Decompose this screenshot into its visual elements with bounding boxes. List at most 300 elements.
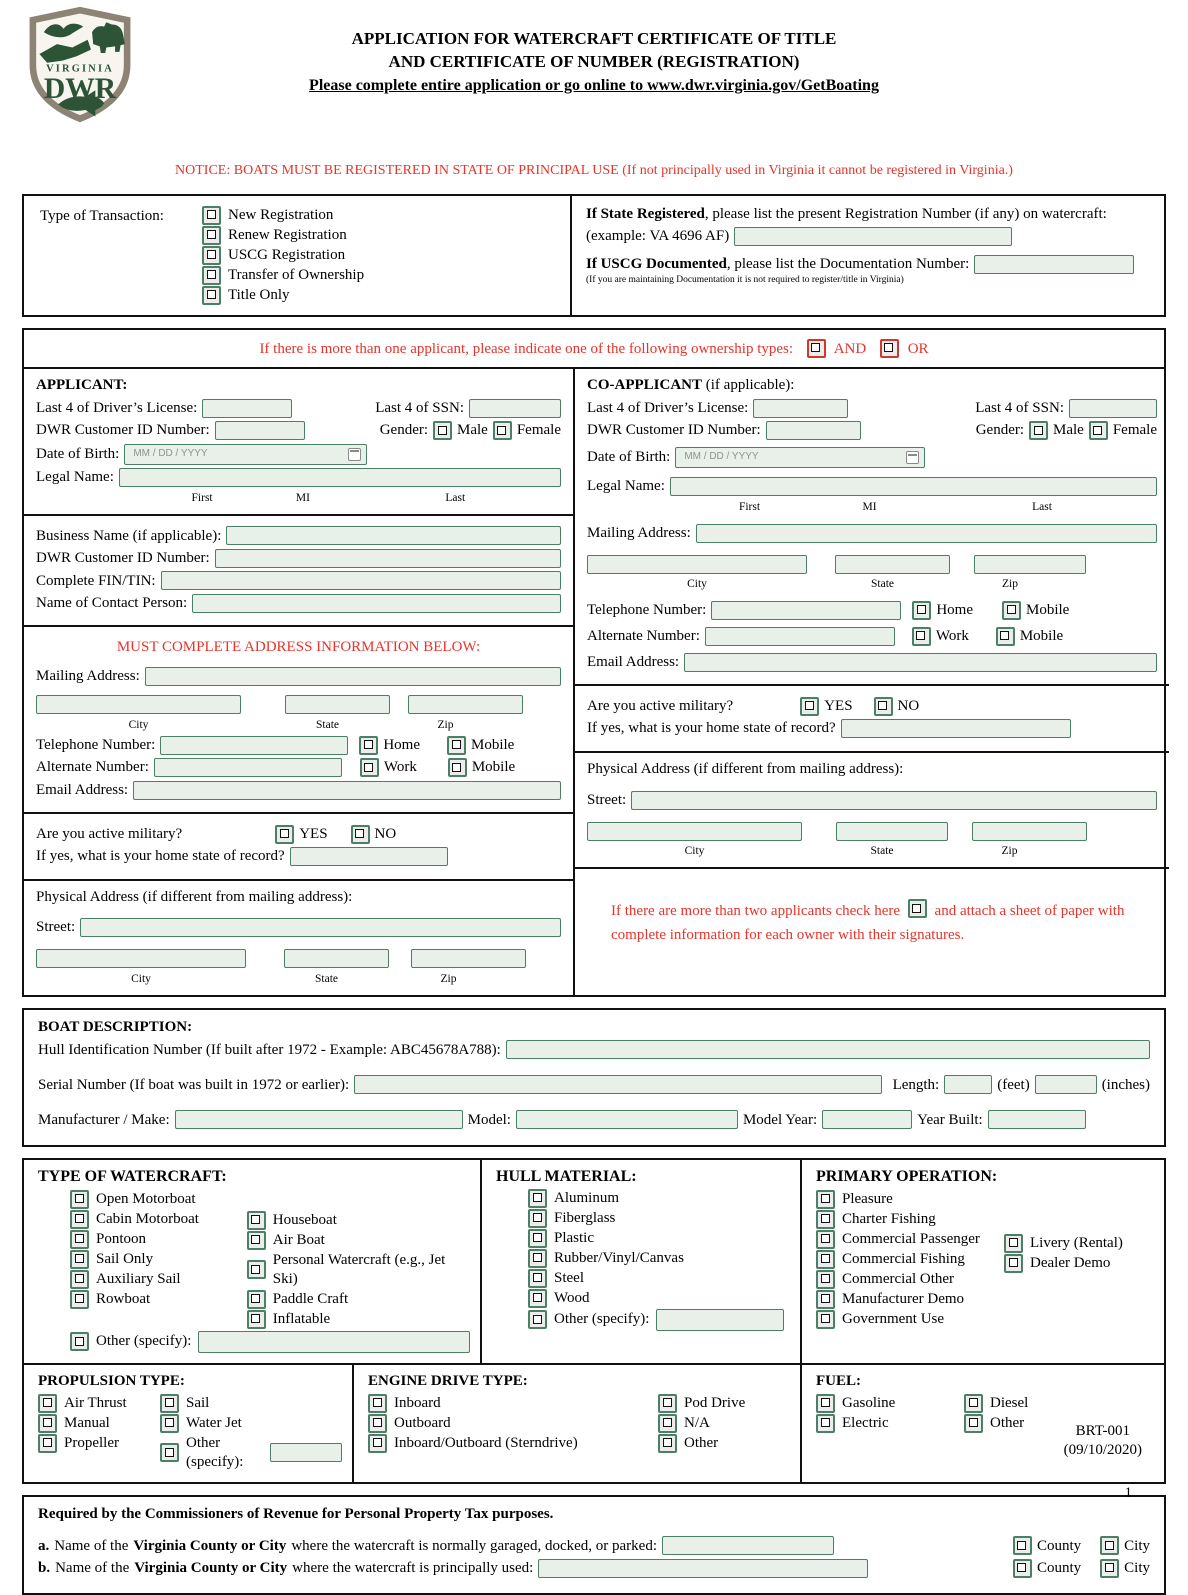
checkbox-uscg-registration[interactable]: [202, 246, 221, 265]
fin-tin-label: Complete FIN/TIN:: [36, 572, 156, 589]
transaction-section: [22, 194, 1166, 317]
coapplicant-identity: [575, 369, 1169, 686]
engine-heading: ENGINE DRIVE TYPE:: [368, 1372, 528, 1389]
uscg-text-wrap: [586, 255, 969, 274]
manufacturer-label: Manufacturer / Make:: [38, 1111, 170, 1128]
registration-notice: NOTICE: BOATS MUST BE REGISTERED IN STATE OF PRINCIPAL USE (If not principally used in Virginia it cannot be registered in Virginia.): [175, 163, 1013, 178]
checkbox-hull-other[interactable]: [528, 1310, 547, 1329]
checkbox-coapplicant-female[interactable]: [1089, 421, 1108, 440]
telephone-row: [36, 736, 561, 755]
coapplicant-telephone-input[interactable]: [711, 601, 901, 620]
checkbox-principal-city[interactable]: [1100, 1559, 1119, 1578]
checkbox-renew-registration[interactable]: [202, 226, 221, 245]
watercraft-categories-section: [22, 1158, 1166, 1365]
email-row: [36, 781, 561, 800]
coapplicant-dwr-id-input[interactable]: [766, 421, 861, 440]
option-label: Pontoon: [96, 1230, 147, 1247]
email-row: [587, 653, 1157, 672]
row-a-rest: where the watercraft is normally garaged, docked, or parked:: [291, 1537, 657, 1554]
checkbox-charter-fishing[interactable]: [816, 1210, 835, 1229]
page-number: 1: [1124, 1485, 1132, 1501]
option-label: Other: [684, 1434, 719, 1451]
revenue-section: [22, 1495, 1166, 1595]
address-required-header: MUST COMPLETE ADDRESS INFORMATION BELOW:: [116, 639, 481, 656]
zip-label: Zip: [1002, 578, 1018, 591]
fuel-option: [816, 1394, 964, 1413]
city-state-zip-row: [36, 695, 561, 714]
state-label: State: [315, 972, 338, 985]
propulsion-option: [160, 1394, 342, 1413]
propulsion-option: [38, 1394, 160, 1413]
spacer: [807, 577, 825, 591]
coapplicant-military: [575, 686, 1169, 753]
state-registered-example-row: [586, 227, 1150, 246]
watercraft-col1: [70, 1189, 247, 1330]
logo-dwr-text: DWR: [43, 72, 117, 105]
coapplicant-alternate-input[interactable]: [705, 627, 895, 646]
checkbox-military-yes[interactable]: [800, 697, 819, 716]
registration-number-input[interactable]: [734, 227, 1012, 246]
checkbox-diesel[interactable]: [964, 1394, 983, 1413]
transaction-options: [202, 205, 364, 306]
other-specify-label: Other (specify):: [186, 1434, 244, 1470]
checkbox-inflatable[interactable]: [247, 1310, 266, 1329]
coapplicant-last4-dl-input[interactable]: [753, 399, 848, 418]
option-label: Fiberglass: [554, 1209, 616, 1226]
watercraft-option: [70, 1230, 247, 1249]
checkbox-garaged-county[interactable]: [1013, 1536, 1032, 1555]
watercraft-option: [247, 1231, 470, 1250]
fuel-option: [816, 1414, 964, 1433]
more-note-after: and attach a sheet of paper with complete information for each owner with their signatures.: [611, 903, 1125, 943]
length-label: Length:: [892, 1076, 940, 1093]
military-state-label: If yes, what is your home state of record?: [36, 848, 285, 865]
operation-option: [816, 1250, 1004, 1269]
no-label: NO: [897, 697, 920, 714]
coapplicant-state-input[interactable]: [835, 555, 950, 574]
alternate-label: Alternate Number:: [587, 627, 700, 644]
row-b-prefix: b.: [38, 1560, 51, 1576]
checkbox-garaged-city[interactable]: [1100, 1536, 1119, 1555]
first-label: First: [738, 500, 761, 513]
city-state-zip-row: [36, 949, 561, 968]
state-label: State: [871, 578, 894, 591]
checkbox-engine-other[interactable]: [658, 1434, 677, 1453]
spacer: [241, 718, 275, 732]
registration-example-label: (example: VA 4696 AF): [586, 227, 730, 244]
option-label: Charter Fishing: [842, 1210, 936, 1227]
checkbox-steel[interactable]: [528, 1269, 547, 1288]
checkbox-new-registration[interactable]: [202, 206, 221, 225]
applicant-dob-input[interactable]: [124, 444, 367, 465]
physical-address-heading: Physical Address (if different from mailing address):: [587, 760, 904, 777]
applicant-military: [24, 814, 573, 881]
license-row: [36, 399, 561, 418]
fuel-option: [964, 1394, 1028, 1413]
coapplicant-mailing-address-input[interactable]: [696, 524, 1157, 543]
option-label: Manufacturer Demo: [842, 1290, 965, 1307]
checkbox-manufacturer-demo[interactable]: [816, 1290, 835, 1309]
applicant-column: [24, 369, 575, 995]
checkbox-rubber-vinyl-canvas[interactable]: [528, 1249, 547, 1268]
applicant-business: [24, 516, 573, 628]
applicant-email-input[interactable]: [133, 781, 561, 800]
checkbox-military-no[interactable]: [874, 697, 893, 716]
checkbox-applicant-female[interactable]: [493, 421, 512, 440]
city-state-zip-labels: [36, 972, 561, 986]
county-label: County: [1036, 1537, 1082, 1554]
watercraft-option: [247, 1211, 470, 1230]
mobile-label: Mobile: [1019, 627, 1064, 644]
checkbox-coapplicant-male[interactable]: [1029, 421, 1048, 440]
form-revision-date: (09/10/2020): [1063, 1441, 1142, 1458]
checkbox-wood[interactable]: [528, 1289, 547, 1308]
option-label: Sail Only: [96, 1250, 154, 1267]
checkbox-dealer-demo[interactable]: [1004, 1254, 1023, 1273]
applicant-zip-input[interactable]: [408, 695, 523, 714]
form-title-line2: AND CERTIFICATE OF NUMBER (REGISTRATION): [388, 52, 800, 72]
option-label: Air Thrust: [64, 1394, 127, 1411]
state-registered-bold: If State Registered: [586, 205, 705, 222]
zip-label: Zip: [437, 718, 454, 731]
option-label: Air Boat: [272, 1231, 325, 1248]
option-label: Inboard/Outboard (Sterndrive): [394, 1434, 578, 1451]
propulsion-col1: [38, 1393, 160, 1473]
fuel-col1: [816, 1393, 964, 1434]
coapplicant-physical-state-input[interactable]: [836, 822, 948, 841]
checkbox-engine-na[interactable]: [658, 1414, 677, 1433]
checkbox-fiberglass[interactable]: [528, 1209, 547, 1228]
other-specify-label: Other (specify):: [96, 1333, 192, 1350]
watercraft-option: [70, 1190, 247, 1209]
checkbox-pontoon[interactable]: [70, 1230, 89, 1249]
applicant-last4-ssn-input[interactable]: [469, 399, 561, 418]
coapplicant-physical-city-input[interactable]: [587, 822, 802, 841]
operation-col2: [1004, 1233, 1123, 1330]
watercraft-option: [247, 1290, 470, 1309]
checkbox-propulsion-other[interactable]: [160, 1443, 179, 1462]
spacer: [940, 577, 954, 591]
no-label: NO: [374, 825, 397, 842]
checkbox-commercial-fishing[interactable]: [816, 1250, 835, 1269]
option-label: Pleasure: [842, 1190, 893, 1207]
hull-option: [528, 1289, 790, 1308]
option-label: Electric: [842, 1414, 889, 1431]
checkbox-principal-county[interactable]: [1013, 1559, 1032, 1578]
applicant-last4-dl-input[interactable]: [202, 399, 292, 418]
checkbox-outboard[interactable]: [368, 1414, 387, 1433]
checkbox-alt-mobile[interactable]: [996, 627, 1015, 646]
coapplicant-physical-zip-input[interactable]: [972, 822, 1087, 841]
hull-option: [528, 1269, 790, 1288]
option-label: Auxiliary Sail: [96, 1270, 181, 1287]
principal-use-locality-input[interactable]: [538, 1559, 868, 1578]
checkbox-ownership-and[interactable]: [807, 339, 826, 358]
row-b-rest: where the watercraft is principally used:: [292, 1560, 534, 1576]
revenue-heading: Required by the Commissioners of Revenue for Personal Property Tax purposes.: [38, 1505, 554, 1522]
telephone-label: Telephone Number:: [36, 736, 156, 753]
watercraft-other-input[interactable]: [198, 1331, 470, 1353]
coapplicant-column: [575, 369, 1169, 995]
yes-label: YES: [824, 697, 853, 714]
manufacturer-input[interactable]: [175, 1110, 463, 1129]
watercraft-other-row: [38, 1331, 470, 1353]
business-dwr-id-input[interactable]: [215, 549, 561, 568]
checkbox-ownership-or[interactable]: [880, 339, 899, 358]
operation-option: [816, 1270, 1004, 1289]
propulsion-other-row: [160, 1434, 342, 1472]
uscg-line: [586, 255, 1150, 274]
city-label: City: [131, 972, 151, 985]
checkbox-government-use[interactable]: [816, 1310, 835, 1329]
checkbox-phone-mobile[interactable]: [447, 736, 466, 755]
spacer: [938, 844, 952, 858]
applicant-physical-city-input[interactable]: [36, 949, 246, 968]
engine-option: [368, 1394, 658, 1413]
propulsion-section: [22, 1365, 1166, 1484]
checkbox-applicant-male[interactable]: [433, 421, 452, 440]
checkbox-open-motorboat[interactable]: [70, 1190, 89, 1209]
applicant-telephone-input[interactable]: [160, 736, 348, 755]
checkbox-paddle-craft[interactable]: [247, 1290, 266, 1309]
coapplicant-heading-bold: CO-APPLICANT: [587, 377, 702, 394]
checkbox-military-no[interactable]: [351, 825, 370, 844]
watercraft-option: [70, 1270, 247, 1289]
applicant-physical-address: [24, 881, 573, 996]
hull-option: [528, 1209, 790, 1228]
applicant-physical-zip-input[interactable]: [411, 949, 526, 968]
propulsion-option: [160, 1414, 342, 1433]
coapplicant-legal-name-input[interactable]: [670, 477, 1157, 496]
checkbox-sail[interactable]: [160, 1394, 179, 1413]
dob-placeholder: MM / DD / YYYY: [684, 451, 759, 462]
county-or-city-bold: Virginia County or City: [134, 1560, 288, 1576]
work-label: Work: [935, 627, 969, 644]
applicant-state-input[interactable]: [285, 695, 390, 714]
mobile-label: Mobile: [1026, 601, 1070, 618]
engine-col1: [368, 1393, 658, 1454]
applicant-heading: APPLICANT:: [36, 377, 128, 394]
propulsion-type: [24, 1365, 354, 1482]
checkbox-livery-rental[interactable]: [1004, 1234, 1023, 1253]
checkbox-more-than-two-applicants[interactable]: [908, 899, 927, 918]
coapplicant-military-state-input[interactable]: [841, 719, 1071, 738]
coapplicant-street-input[interactable]: [631, 791, 1157, 810]
state-registered-text: , please list the present Registration Number (if any) on watercraft:: [704, 205, 1107, 222]
city-label: City: [1124, 1560, 1150, 1576]
coapplicant-email-input[interactable]: [684, 653, 1157, 672]
option-label: Manual: [64, 1414, 110, 1431]
checkbox-aluminum[interactable]: [528, 1189, 547, 1208]
mi-label: MI: [295, 491, 310, 504]
state-label: State: [870, 845, 894, 857]
option-label: Plastic: [554, 1229, 594, 1246]
city-label: City: [128, 718, 149, 731]
contact-person-input[interactable]: [192, 594, 561, 613]
virginia-dwr-logo: [25, 8, 135, 122]
female-label: Female: [1112, 422, 1157, 439]
checkbox-military-yes[interactable]: [275, 825, 294, 844]
model-year-label: Model Year:: [742, 1111, 818, 1128]
name-part-labels: [687, 500, 1157, 514]
transaction-option: [202, 206, 364, 225]
option-label: Commercial Other: [842, 1270, 955, 1287]
checkbox-phone-home[interactable]: [359, 736, 378, 755]
last4-dl-label: Last 4 of Driver’s License:: [587, 399, 749, 416]
checkbox-manual[interactable]: [38, 1414, 57, 1433]
coapplicant-heading-rest: (if applicable):: [702, 377, 795, 394]
operation-options: [816, 1189, 1154, 1330]
applicant-street-input[interactable]: [80, 918, 561, 937]
checkbox-alt-work[interactable]: [912, 627, 931, 646]
option-label: Other: [990, 1414, 1025, 1431]
last4-ssn-label: Last 4 of SSN:: [375, 399, 464, 416]
checkbox-title-only[interactable]: [202, 286, 221, 305]
type-of-watercraft: [24, 1160, 482, 1363]
checkbox-gasoline[interactable]: [816, 1394, 835, 1413]
business-name-input[interactable]: [226, 526, 561, 545]
hull-options: [496, 1189, 790, 1331]
military-question-row: [36, 825, 561, 844]
calendar-icon[interactable]: [906, 451, 919, 464]
ownership-or-label: OR: [907, 340, 929, 357]
spacer: [246, 972, 274, 986]
transaction-label: Type of Transaction:: [40, 207, 164, 224]
gender-label: Gender:: [975, 422, 1025, 439]
gender-label: Gender:: [379, 422, 429, 439]
checkbox-fuel-other[interactable]: [964, 1414, 983, 1433]
checkbox-electric[interactable]: [816, 1414, 835, 1433]
applicant-military-state-input[interactable]: [290, 847, 448, 866]
applicant-mailing-address-input[interactable]: [145, 667, 561, 686]
military-question-row: [587, 697, 1157, 716]
last4-dl-label: Last 4 of Driver’s License:: [36, 399, 198, 416]
checkbox-alt-work[interactable]: [360, 758, 379, 777]
coapplicant-city-input[interactable]: [587, 555, 807, 574]
form-title-online-link: Please complete entire application or go online to www.dwr.virginia.gov/GetBoating: [309, 76, 879, 94]
applicant-legal-name-input[interactable]: [119, 468, 561, 487]
length-inches-input[interactable]: [1035, 1075, 1097, 1094]
checkbox-plastic[interactable]: [528, 1229, 547, 1248]
uscg-note: (If you are maintaining Documentation it is not required to register/title in Virginia): [586, 275, 904, 286]
watercraft-option: [247, 1251, 470, 1289]
transaction-option: [202, 226, 364, 245]
checkbox-commercial-other[interactable]: [816, 1270, 835, 1289]
propulsion-option: [38, 1434, 160, 1453]
checkbox-pleasure[interactable]: [816, 1190, 835, 1209]
applicant-physical-state-input[interactable]: [284, 949, 389, 968]
military-question-label: Are you active military?: [36, 825, 183, 842]
option-label: Houseboat: [272, 1211, 337, 1228]
checkbox-air-thrust[interactable]: [38, 1394, 57, 1413]
boat-description-section: [22, 1008, 1166, 1147]
city-label: City: [687, 578, 707, 591]
option-label: Pod Drive: [684, 1394, 746, 1411]
checkbox-inboard[interactable]: [368, 1394, 387, 1413]
hin-input[interactable]: [506, 1040, 1150, 1059]
model-year-input[interactable]: [822, 1110, 912, 1129]
garaged-location-row: [38, 1536, 1150, 1555]
checkbox-watercraft-other[interactable]: [70, 1332, 89, 1351]
street-label: Street:: [587, 791, 627, 808]
option-label: Paddle Craft: [272, 1290, 349, 1307]
checkbox-alt-mobile[interactable]: [448, 758, 467, 777]
transaction-types: [24, 196, 570, 315]
fuel-option: [964, 1414, 1028, 1433]
year-built-input[interactable]: [988, 1110, 1086, 1129]
applicant-alternate-input[interactable]: [154, 758, 342, 777]
checkbox-sail-only[interactable]: [70, 1250, 89, 1269]
model-input[interactable]: [516, 1110, 738, 1129]
option-label: Cabin Motorboat: [96, 1210, 199, 1227]
garaged-locality-input[interactable]: [662, 1536, 834, 1555]
coapplicant-zip-input[interactable]: [974, 555, 1086, 574]
option-label: Government Use: [842, 1310, 945, 1327]
name-of-the-label: Name of the: [54, 1537, 129, 1554]
propulsion-other-input[interactable]: [270, 1443, 342, 1462]
checkbox-cabin-motorboat[interactable]: [70, 1210, 89, 1229]
year-built-label: Year Built:: [917, 1111, 983, 1128]
hull-option: [528, 1249, 790, 1268]
operation-col1: [816, 1189, 1004, 1330]
uscg-bold: If USCG Documented: [586, 255, 727, 272]
customer-id-row: [36, 421, 561, 440]
checkbox-personal-watercraft[interactable]: [247, 1260, 266, 1279]
checkbox-rowboat[interactable]: [70, 1290, 89, 1309]
checkbox-commercial-passenger[interactable]: [816, 1230, 835, 1249]
contact-person-label: Name of Contact Person:: [36, 595, 188, 611]
watercraft-heading: TYPE OF WATERCRAFT:: [38, 1167, 227, 1185]
option-label: Personal Watercraft (e.g., Jet Ski): [272, 1251, 446, 1287]
dob-row: [587, 447, 1157, 468]
mailing-address-row: [587, 524, 1157, 543]
documentation-number-input[interactable]: [974, 255, 1134, 274]
calendar-icon[interactable]: [348, 448, 361, 461]
applicant-dwr-id-input[interactable]: [215, 421, 305, 440]
hull-other-input[interactable]: [656, 1309, 784, 1331]
checkbox-phone-mobile[interactable]: [1002, 601, 1021, 620]
fuel-heading: FUEL:: [816, 1372, 861, 1389]
checkbox-air-boat[interactable]: [247, 1231, 266, 1250]
form-number-block: [1064, 1422, 1142, 1460]
telephone-row: [587, 601, 1157, 620]
operation-heading: PRIMARY OPERATION:: [816, 1167, 998, 1185]
length-feet-input[interactable]: [944, 1075, 992, 1094]
coapplicant-dob-input[interactable]: [675, 447, 925, 468]
female-label: Female: [516, 422, 561, 439]
checkbox-propeller[interactable]: [38, 1434, 57, 1453]
fin-tin-input[interactable]: [161, 571, 561, 590]
checkbox-inboard-outboard[interactable]: [368, 1434, 387, 1453]
serial-number-input[interactable]: [354, 1075, 881, 1094]
checkbox-phone-home[interactable]: [912, 601, 931, 620]
county-label: County: [1036, 1560, 1082, 1576]
state-label: State: [316, 718, 339, 731]
option-label: Wood: [554, 1289, 590, 1306]
dob-label: Date of Birth:: [587, 449, 671, 466]
model-label: Model:: [467, 1111, 511, 1128]
checkbox-transfer-of-ownership[interactable]: [202, 266, 221, 285]
checkbox-houseboat[interactable]: [247, 1211, 266, 1230]
checkbox-water-jet[interactable]: [160, 1414, 179, 1433]
checkbox-pod-drive[interactable]: [658, 1394, 677, 1413]
more-applicants-note: [575, 869, 1169, 957]
coapplicant-last4-ssn-input[interactable]: [1069, 399, 1157, 418]
applicant-city-input[interactable]: [36, 695, 241, 714]
license-row: [587, 399, 1157, 418]
checkbox-auxiliary-sail[interactable]: [70, 1270, 89, 1289]
engine-option: [658, 1414, 745, 1433]
